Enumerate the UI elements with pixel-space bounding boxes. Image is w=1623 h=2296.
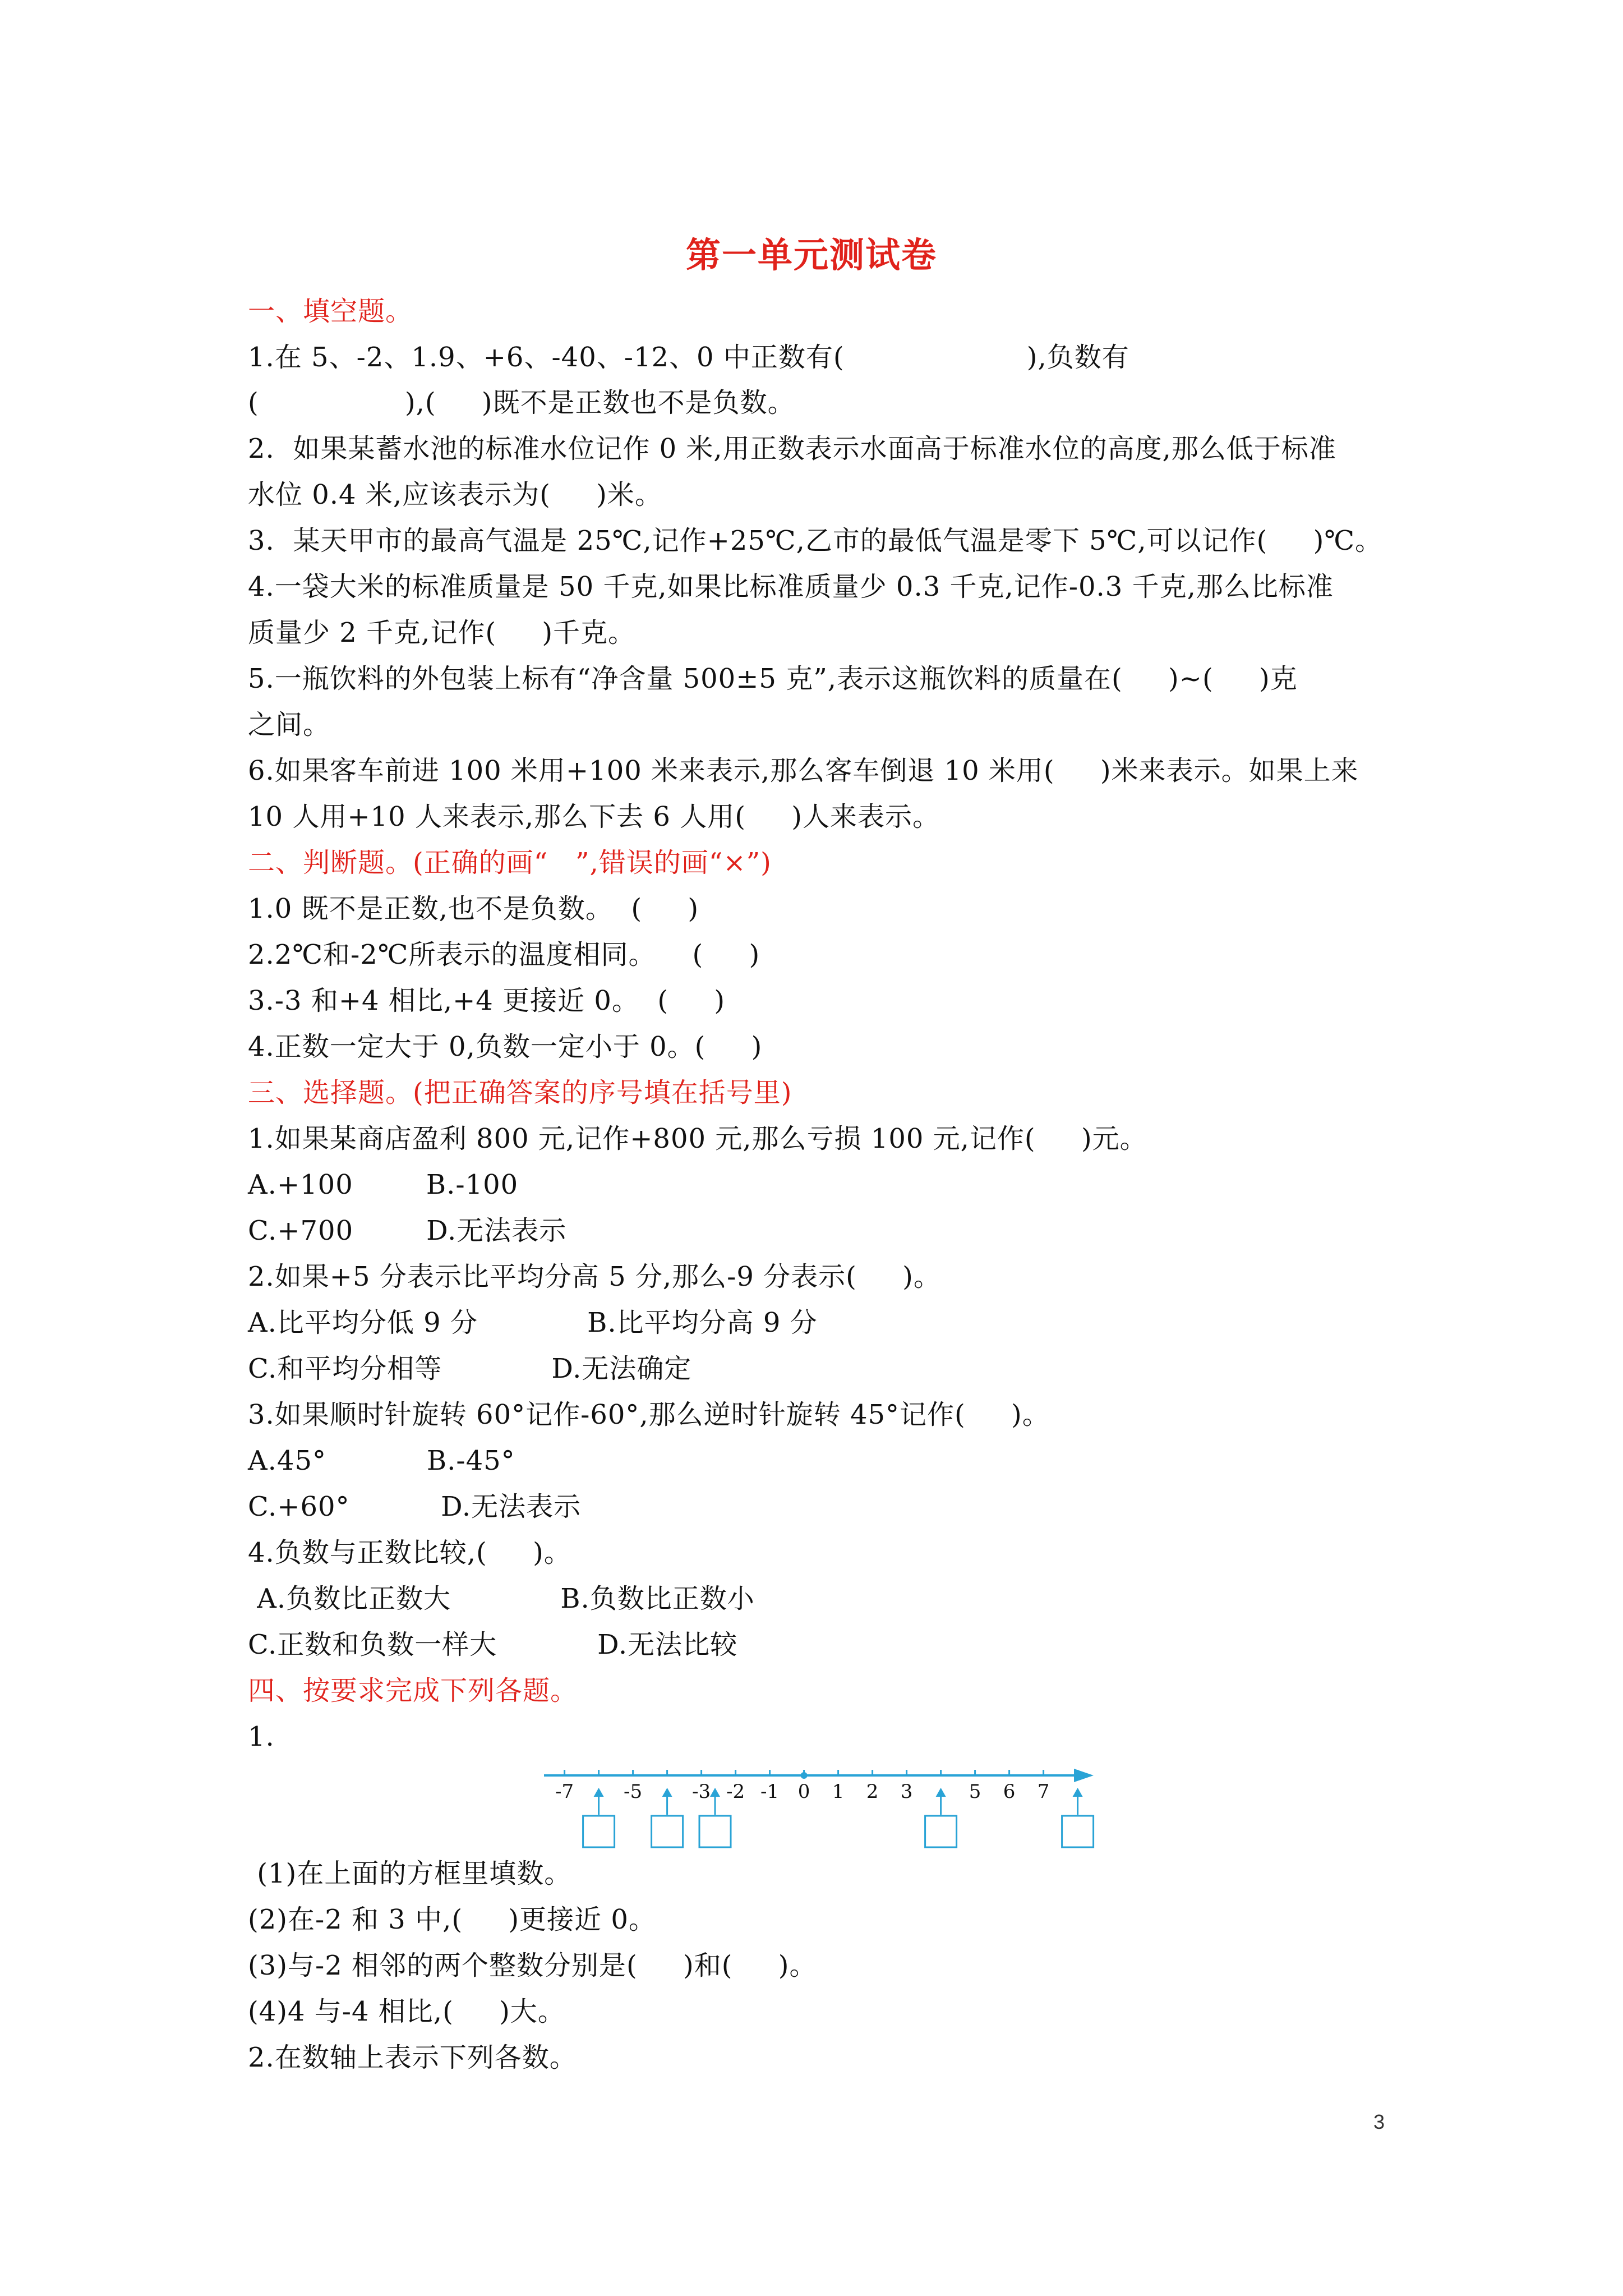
s3-q3-options-ab: A.45° B.-45° (248, 1445, 515, 1476)
tick-label: -1 (760, 1780, 780, 1803)
s3-q1-options-ab: A.+100 B.-100 (248, 1169, 519, 1200)
s1-q4-line1: 4.一袋大米的标准质量是 50 千克,如果比标准质量少 0.3 千克,记作-0.3 千克,那么比标准 (248, 571, 1334, 602)
s3-q4: 4.负数与正数比较,( )。 (248, 1537, 571, 1568)
s3-q1: 1.如果某商店盈利 800 元,记作+800 元,那么亏损 100 元,记作( )元。 (248, 1123, 1147, 1154)
tick-label: 7 (1037, 1780, 1050, 1803)
s4-q1-part4: (4)4 与-4 相比,( )大。 (248, 1996, 565, 2027)
s1-q6-line2: 10 人用+10 人来表示,那么下去 6 人用( )人来表示。 (248, 801, 940, 832)
tick-label: 0 (797, 1780, 810, 1803)
tick-label: 5 (969, 1780, 981, 1803)
s3-q2-options-cd: C.和平均分相等 D.无法确定 (248, 1353, 692, 1384)
s1-q4-line2: 质量少 2 千克,记作( )千克。 (248, 617, 636, 648)
s2-q2: 2.2℃和-2℃所表示的温度相同。 ( ) (248, 939, 760, 970)
answer-box (925, 1816, 957, 1847)
box-pointer-arrow-icon (594, 1788, 604, 1797)
s2-q3: 3.-3 和+4 相比,+4 更接近 0。 ( ) (248, 985, 726, 1016)
section-2-heading: 二、判断题。(正确的画“ ”,错误的画“×”) (248, 847, 772, 878)
number-line (527, 1750, 1110, 1851)
s3-q3: 3.如果顺时针旋转 60°记作-60°,那么逆时针旋转 45°记作( )。 (248, 1399, 1050, 1430)
s1-q2-line2: 水位 0.4 米,应该表示为( )米。 (248, 479, 662, 510)
s4-q1-part2: (2)在-2 和 3 中,( )更接近 0。 (248, 1904, 656, 1935)
s1-q5-line1: 5.一瓶饮料的外包装上标有“净含量 500±5 克”,表示这瓶饮料的质量在( )~( )克 (248, 663, 1298, 694)
s1-q1-line2: ( ),( )既不是正数也不是负数。 (248, 387, 795, 418)
page-number: 3 (1373, 2110, 1385, 2133)
s3-q2: 2.如果+5 分表示比平均分高 5 分,那么-9 分表示( )。 (248, 1261, 941, 1292)
s4-q2: 2.在数轴上表示下列各数。 (248, 2042, 577, 2073)
tick-label: -5 (624, 1780, 643, 1803)
tick-label: 2 (866, 1780, 879, 1803)
s1-q5-line2: 之间。 (248, 709, 331, 740)
box-pointer-arrow-icon (662, 1788, 672, 1797)
s1-q1-line1: 1.在 5、-2、1.9、+6、-40、-12、0 中正数有( ),负数有 (248, 342, 1129, 373)
section-3-heading: 三、选择题。(把正确答案的序号填在括号里) (248, 1077, 792, 1108)
tick-label: 3 (900, 1780, 913, 1803)
s4-q1-number: 1. (248, 1721, 275, 1752)
s3-q3-options-cd: C.+60° D.无法表示 (248, 1491, 582, 1522)
s3-q1-options-cd: C.+700 D.无法表示 (248, 1215, 567, 1246)
answer-box (652, 1816, 683, 1847)
tick-label: 6 (1003, 1780, 1016, 1803)
s2-q4: 4.正数一定大于 0,负数一定小于 0。( ) (248, 1031, 763, 1062)
s2-q1: 1.0 既不是正数,也不是负数。 ( ) (248, 893, 699, 924)
tick-label: -3 (692, 1780, 711, 1803)
page-title: 第一单元测试卷 (685, 234, 937, 275)
box-pointer-arrow-icon (1073, 1788, 1083, 1797)
s3-q4-options-cd: C.正数和负数一样大 D.无法比较 (248, 1629, 738, 1660)
tick-label: -7 (555, 1780, 574, 1803)
answer-box (1062, 1816, 1094, 1847)
section-4-heading: 四、按要求完成下列各题。 (248, 1675, 578, 1706)
s3-q2-options-ab: A.比平均分低 9 分 B.比平均分高 9 分 (248, 1307, 818, 1338)
box-pointer-arrow-icon (710, 1788, 720, 1797)
s3-q4-options-ab: A.负数比正数大 B.负数比正数小 (248, 1583, 755, 1614)
tick-label: 1 (832, 1780, 845, 1803)
section-1-heading: 一、填空题。 (248, 296, 413, 327)
s4-q1-part3: (3)与-2 相邻的两个整数分别是( )和( )。 (248, 1950, 817, 1981)
answer-box (699, 1816, 731, 1847)
answer-box (583, 1816, 615, 1847)
tick-label: -2 (726, 1780, 745, 1803)
s1-q6-line1: 6.如果客车前进 100 米用+100 米来表示,那么客车倒退 10 米用( )米来表示。如果上来 (248, 755, 1359, 786)
s4-q1-part1: (1)在上面的方框里填数。 (248, 1858, 572, 1889)
box-pointer-arrow-icon (936, 1788, 946, 1797)
s1-q3: 3. 某天甲市的最高气温是 25℃,记作+25℃,乙市的最低气温是零下 5℃,可以记作( )℃。 (248, 525, 1383, 556)
s1-q2-line1: 2. 如果某蓄水池的标准水位记作 0 米,用正数表示水面高于标准水位的高度,那么低于标准 (248, 433, 1336, 464)
origin-dot (801, 1772, 808, 1779)
